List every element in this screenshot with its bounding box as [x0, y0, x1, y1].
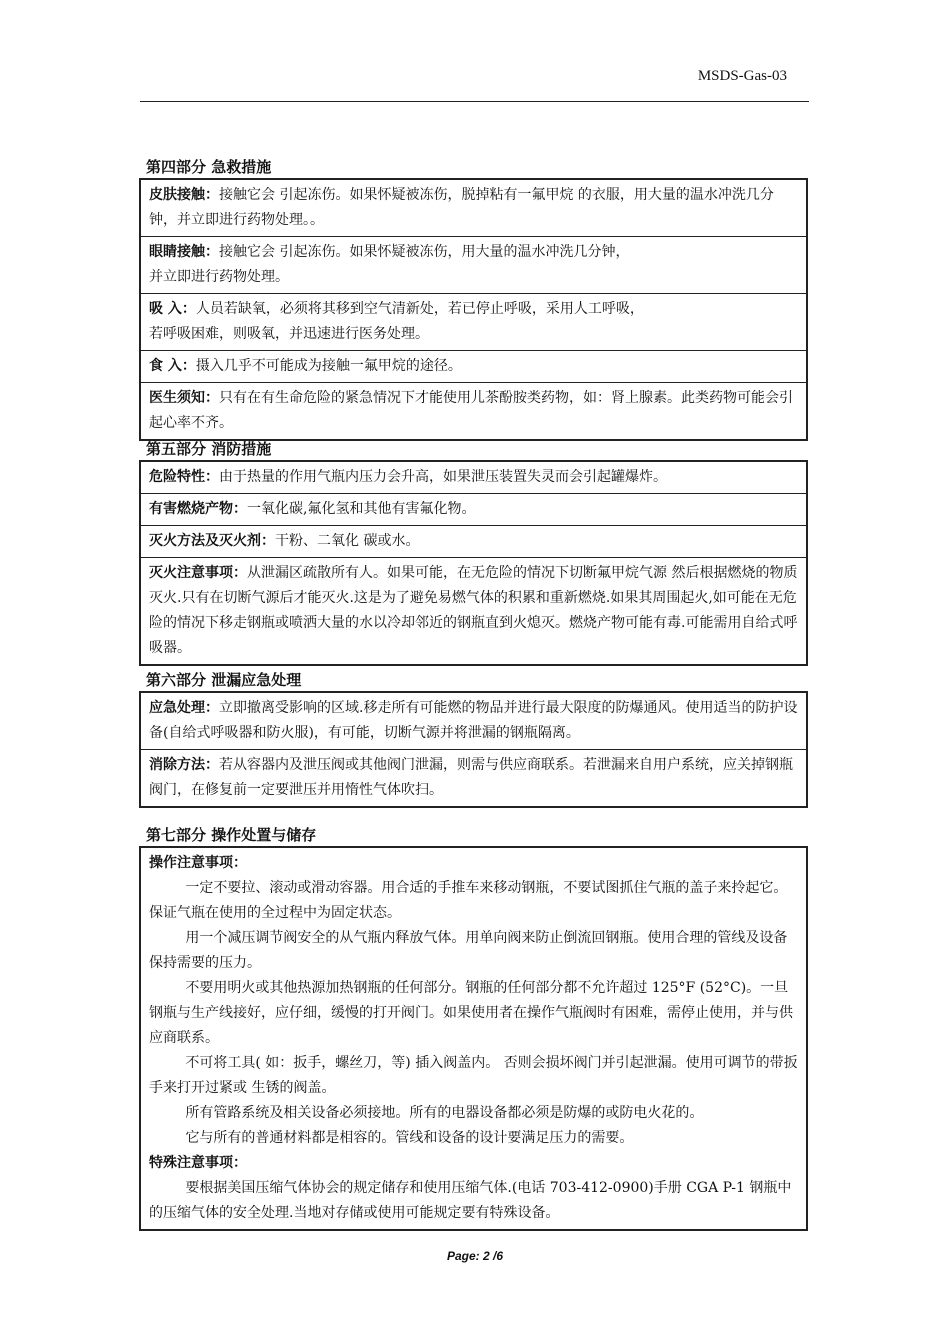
row-text: 从泄漏区疏散所有人。如果可能，在无危险的情况下切断氟甲烷气源 然后根据燃烧的物质灭火.只有在切断气源后才能灭火.这是为了避免易燃气体的积累和重新燃烧.如果其周围起火,如可能在无危险的情况下移走钢瓶或喷洒大量的水以冷却邻近的钢瓶直到火熄灭。燃烧产物可能有毒.可能需用自给式呼吸器。 [149, 565, 798, 656]
row-text: 若从容器内及泄压阀或其他阀门泄漏，则需与供应商联系。若泄漏来自用户系统，应关掉钢瓶阀门，在修复前一定要泄压并用惰性气体吹扫。 [149, 757, 793, 798]
skin-contact-row [141, 180, 806, 236]
section-7-title: 第七部分 操作处置与储存 [146, 826, 317, 844]
row-text-continued: 若呼吸困难，则吸氧，并迅速进行医务处理。 [149, 326, 429, 342]
row-text-continued: 并立即进行药物处理。 [149, 269, 289, 285]
row-text: 人员若缺氧，必须将其移到空气清新处，若已停止呼吸，采用人工呼吸， [195, 301, 644, 317]
eye-contact-row [141, 236, 806, 293]
row-label: 食 入： [149, 358, 196, 374]
row-text: 只有在有生命危险的紧急情况下才能使用儿茶酚胺类药物，如：肾上腺素。此类药物可能会引起心率不齐。 [149, 390, 793, 431]
page-number: Page: 2 /6 [446, 1249, 504, 1263]
row-text: 接触它会 引起冻伤。如果怀疑被冻伤，用大量的温水冲洗几分钟， [219, 244, 630, 260]
special-paragraph: 要根据美国压缩气体协会的规定储存和使用压缩气体.(电话 703-412-0900)手册 CGA P-1 钢瓶中的压缩气体的安全处理.当地对存储或使用可能规定要有特殊设备。 [149, 1180, 792, 1221]
section-6-title: 第六部分 泄漏应急处理 [146, 671, 302, 689]
header-divider [140, 101, 809, 102]
row-text: 一氧化碳,氟化氢和其他有害氟化物。 [247, 501, 476, 517]
row-label: 医生须知： [149, 390, 219, 406]
handling-paragraph: 它与所有的普通材料都是相容的。管线和设备的设计要满足压力的需要。 [185, 1130, 634, 1146]
row-text: 接触它会 引起冻伤。如果怀疑被冻伤，脱掉粘有一氟甲烷 的衣服，用大量的温水冲洗几分钟，并立即进行药物处理。。 [149, 187, 774, 228]
row-label: 灭火注意事项： [149, 565, 247, 581]
row-label: 灭火方法及灭火剂： [149, 533, 275, 549]
row-label: 消除方法： [149, 757, 219, 773]
section-7-table [139, 846, 808, 1231]
row-label: 皮肤接触： [149, 187, 219, 203]
row-text: 摄入几乎不可能成为接触一氟甲烷的途径。 [195, 358, 462, 374]
emergency-response-row [141, 693, 806, 749]
document-code: MSDS-Gas-03 [697, 68, 787, 84]
handling-paragraph: 不可将工具( 如：扳手，螺丝刀，等) 插入阀盖内。 否则会损坏阀门并引起泄漏。使用可调节的带扳手来打开过紧或 生锈的阀盖。 [149, 1055, 798, 1096]
inhalation-row [141, 293, 806, 350]
row-label: 应急处理： [149, 700, 219, 716]
row-text: 由于热量的作用气瓶内压力会升高，如果泄压装置失灵而会引起罐爆炸。 [219, 469, 667, 485]
section-4-title: 第四部分 急救措施 [146, 158, 272, 176]
row-label: 危险特性： [149, 469, 219, 485]
row-label: 眼睛接触： [149, 244, 219, 260]
section-5-title: 第五部分 消防措施 [146, 440, 272, 458]
cleanup-method-row [141, 749, 806, 806]
row-text: 立即撤离受影响的区域.移走所有可能燃的物品并进行最大限度的防爆通风。使用适当的防护设备(自给式呼吸器和防火服)，有可能，切断气源并将泄漏的钢瓶隔离。 [149, 700, 798, 741]
special-precautions-label: 特殊注意事项： [149, 1155, 247, 1171]
handling-paragraph: 一定不要拉、滚动或滑动容器。用合适的手推车来移动钢瓶，不要试图抓住气瓶的盖子来拎起它。保证气瓶在使用的全过程中为固定状态。 [149, 880, 788, 921]
section-4-table [139, 178, 808, 441]
handling-paragraph: 用一个减压调节阀安全的从气瓶内释放气体。用单向阀来防止倒流回钢瓶。使用合理的管线及设备保持需要的压力。 [149, 930, 788, 971]
row-text: 干粉、二氧化 碳或水。 [275, 533, 420, 549]
handling-paragraph: 所有管路系统及相关设备必须接地。所有的电器设备都必须是防爆的或防电火花的。 [185, 1105, 704, 1121]
section-6-table [139, 691, 808, 808]
firefighting-notes-row [141, 557, 806, 664]
handling-paragraph: 不要用明火或其他热源加热钢瓶的任何部分。钢瓶的任何部分都不允许超过 125°F (52°C)。一旦钢瓶与生产线接好，应仔细，缓慢的打开阀门。如果使用者在操作气瓶阀时有困难，需停止使用，并与供应商联系。 [149, 980, 793, 1046]
section-5-table [139, 460, 808, 666]
row-label: 吸 入： [149, 301, 196, 317]
hazard-characteristics-row [141, 462, 806, 493]
ingestion-row [141, 350, 806, 382]
extinguishing-media-row [141, 525, 806, 557]
combustion-products-row [141, 493, 806, 525]
row-label: 有害燃烧产物： [149, 501, 247, 517]
handling-precautions-label: 操作注意事项： [149, 855, 247, 871]
physician-notes-row [141, 382, 806, 439]
